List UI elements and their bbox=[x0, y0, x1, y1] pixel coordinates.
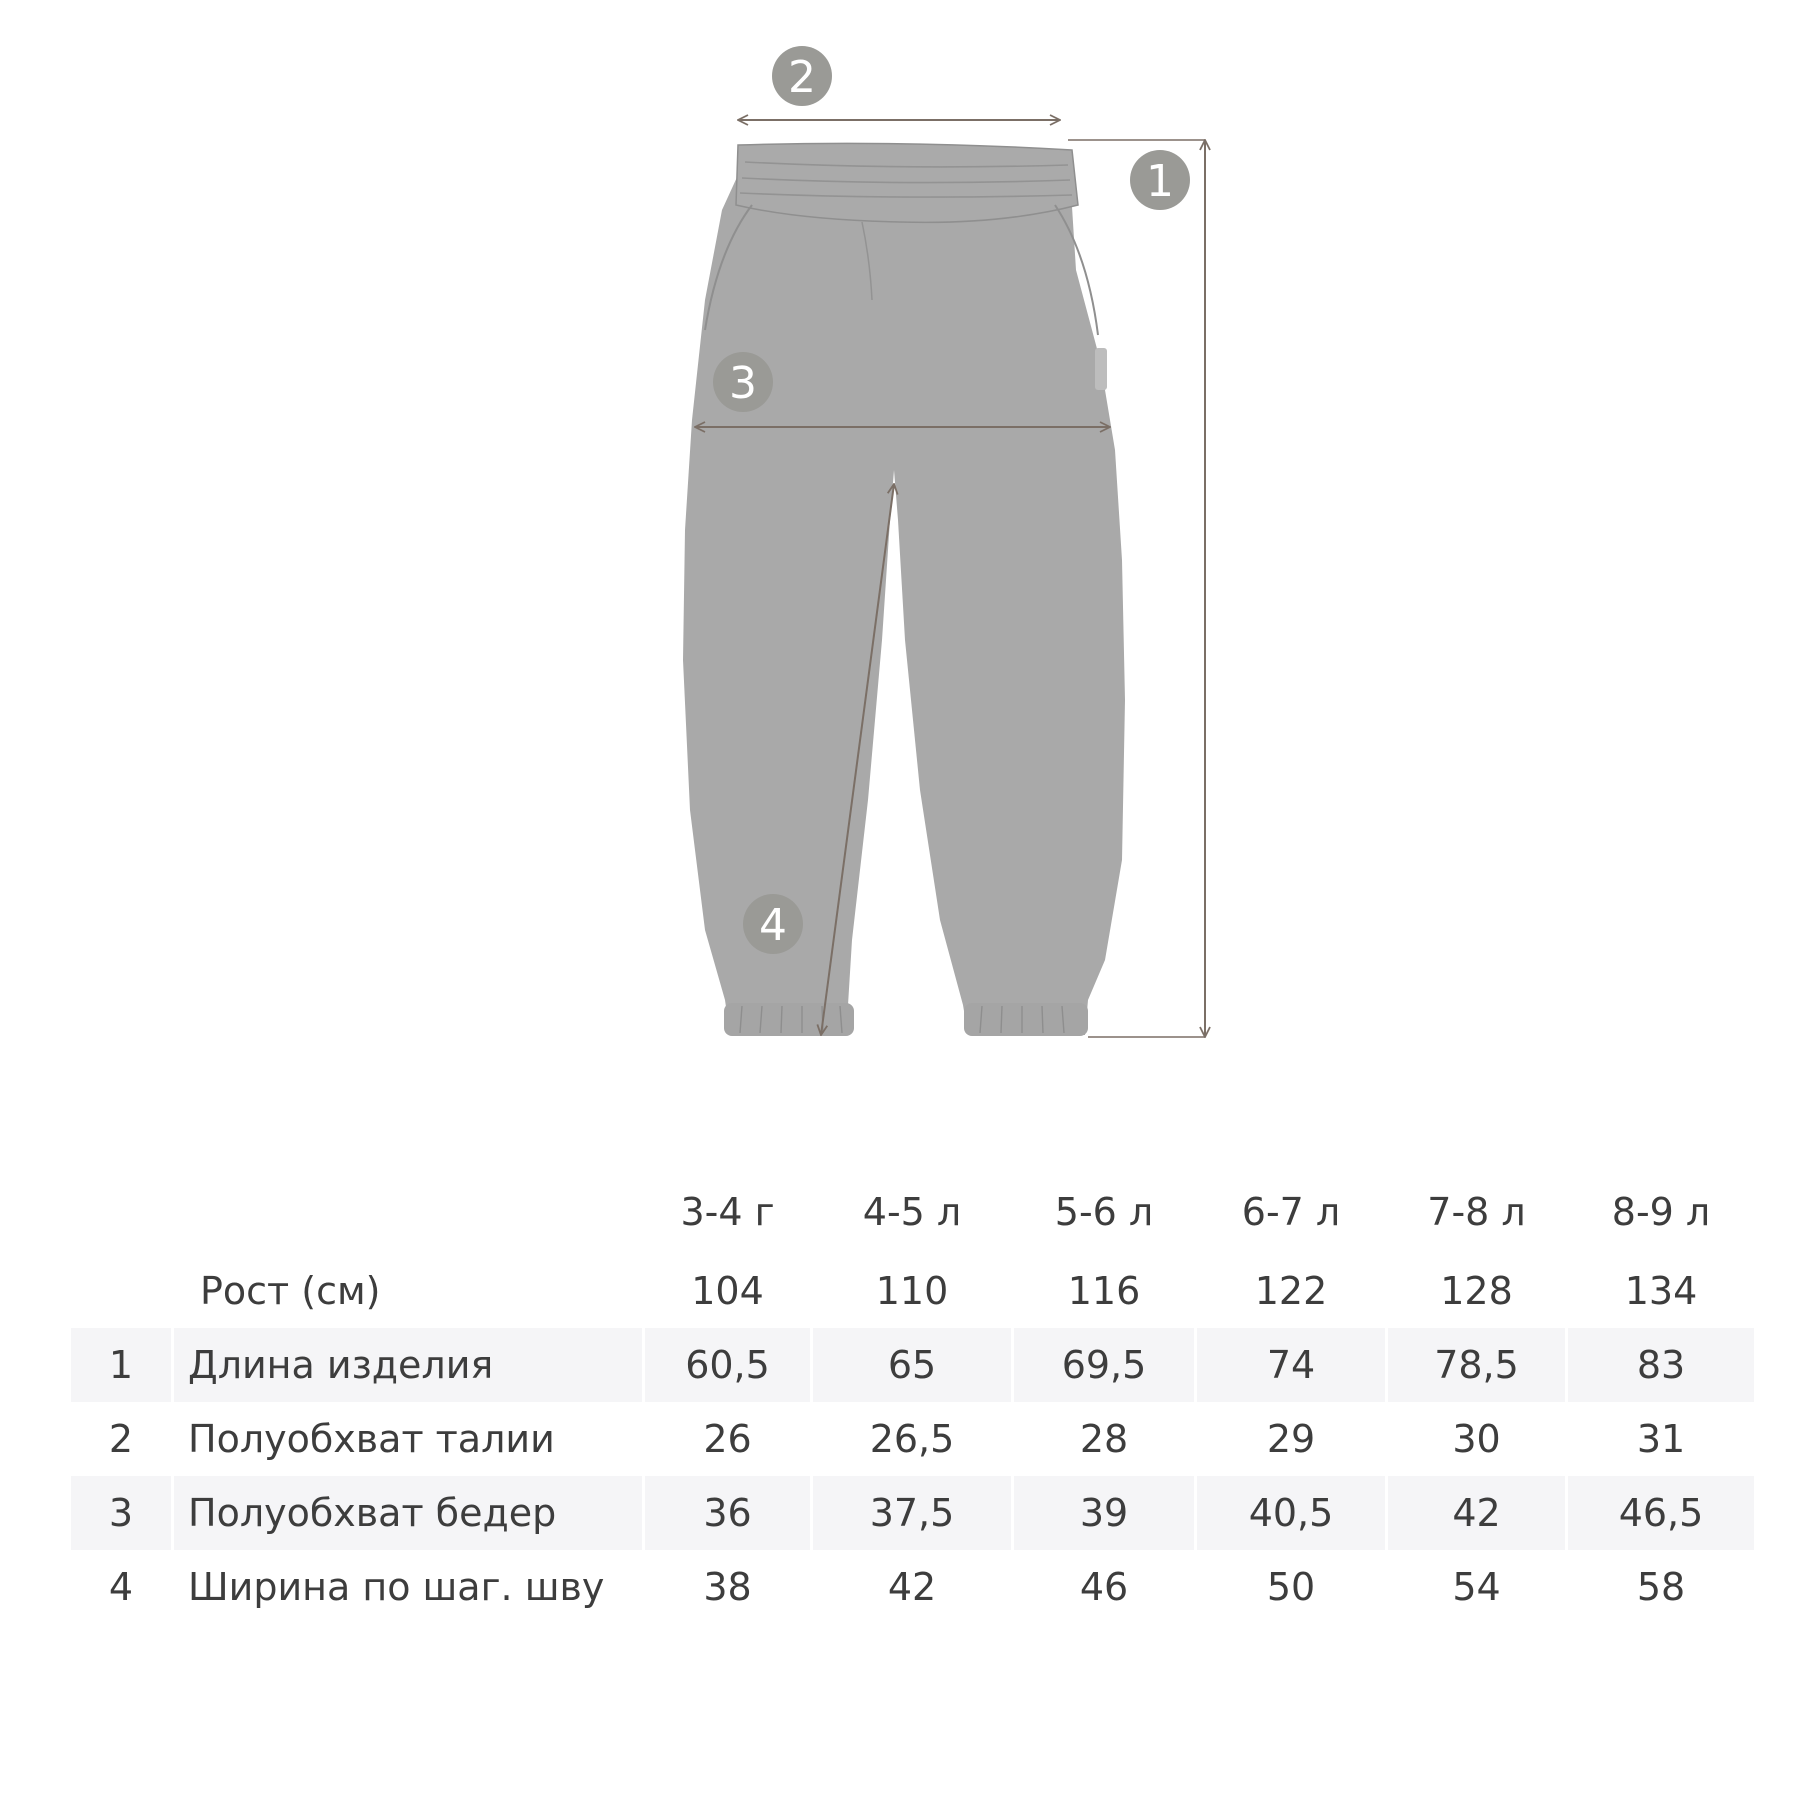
table-cell: 26,5 bbox=[869, 1417, 955, 1461]
table-cell: 83 bbox=[1568, 1328, 1754, 1402]
size-header: 4-5 л bbox=[862, 1190, 962, 1234]
header-blank-num bbox=[71, 1170, 171, 1254]
table-cell: 50 bbox=[1266, 1565, 1316, 1609]
badge-1-label: 1 bbox=[1146, 156, 1174, 207]
row-label: Полуобхват бедер bbox=[174, 1476, 642, 1550]
table-cell: 60,5 bbox=[645, 1328, 810, 1402]
table-row bbox=[71, 1402, 1754, 1476]
badge-1 bbox=[1130, 150, 1190, 210]
table-cell: 46 bbox=[1079, 1565, 1129, 1609]
table-cell: 78,5 bbox=[1388, 1328, 1565, 1402]
size-header-row bbox=[71, 1170, 1754, 1254]
table-row-height bbox=[71, 1254, 1754, 1328]
table-cell: 37,5 bbox=[813, 1476, 1011, 1550]
table-cell: 46,5 bbox=[1568, 1476, 1754, 1550]
table-cell: 28 bbox=[1079, 1417, 1129, 1461]
row-num: 1 bbox=[71, 1328, 171, 1402]
badge-3-label: 3 bbox=[729, 358, 757, 409]
table-cell: 38 bbox=[703, 1565, 752, 1609]
table-cell: 116 bbox=[1067, 1269, 1141, 1313]
size-header: 6-7 л bbox=[1241, 1190, 1341, 1234]
table-cell: 110 bbox=[875, 1269, 949, 1313]
left-cuff bbox=[724, 1003, 854, 1036]
table-cell: 134 bbox=[1624, 1269, 1698, 1313]
size-header: 8-9 л bbox=[1611, 1190, 1711, 1234]
row-label: Рост (см) bbox=[200, 1269, 381, 1313]
pants-illustration bbox=[683, 143, 1125, 1036]
row-num bbox=[71, 1254, 171, 1328]
badge-2-label: 2 bbox=[788, 52, 816, 103]
table-cell: 74 bbox=[1197, 1328, 1385, 1402]
table-cell: 104 bbox=[691, 1269, 764, 1313]
side-tag bbox=[1095, 348, 1107, 390]
header-blank-label bbox=[174, 1170, 642, 1254]
size-header: 7-8 л bbox=[1427, 1190, 1526, 1234]
size-header: 3-4 г bbox=[680, 1190, 775, 1234]
row-num: 3 bbox=[71, 1476, 171, 1550]
table-row bbox=[71, 1550, 1754, 1624]
table-cell: 69,5 bbox=[1014, 1328, 1194, 1402]
table-cell: 54 bbox=[1452, 1565, 1501, 1609]
size-chart-table bbox=[68, 1170, 1757, 1624]
table-cell: 36 bbox=[645, 1476, 810, 1550]
badge-3 bbox=[713, 352, 773, 412]
right-cuff bbox=[964, 1003, 1088, 1036]
badge-4 bbox=[743, 894, 803, 954]
table-row bbox=[71, 1476, 1754, 1550]
row-num: 4 bbox=[108, 1565, 134, 1609]
table-cell: 58 bbox=[1636, 1565, 1686, 1609]
table-cell: 128 bbox=[1440, 1269, 1513, 1313]
table-cell: 39 bbox=[1014, 1476, 1194, 1550]
table-cell: 42 bbox=[1388, 1476, 1565, 1550]
table-cell: 42 bbox=[887, 1565, 937, 1609]
table-cell: 30 bbox=[1452, 1417, 1501, 1461]
badge-2 bbox=[772, 46, 832, 106]
table-cell: 122 bbox=[1254, 1269, 1328, 1313]
size-header: 5-6 л bbox=[1054, 1190, 1154, 1234]
table-cell: 65 bbox=[813, 1328, 1011, 1402]
row-label: Длина изделия bbox=[174, 1328, 642, 1402]
table-cell: 26 bbox=[703, 1417, 752, 1461]
table-cell: 40,5 bbox=[1197, 1476, 1385, 1550]
row-num: 2 bbox=[108, 1417, 134, 1461]
badge-4-label: 4 bbox=[759, 900, 787, 951]
table-cell: 29 bbox=[1266, 1417, 1316, 1461]
row-label: Полуобхват талии bbox=[188, 1417, 555, 1461]
table-cell: 31 bbox=[1636, 1417, 1686, 1461]
row-label: Ширина по шаг. шву bbox=[188, 1565, 605, 1609]
table-row bbox=[71, 1328, 1754, 1402]
